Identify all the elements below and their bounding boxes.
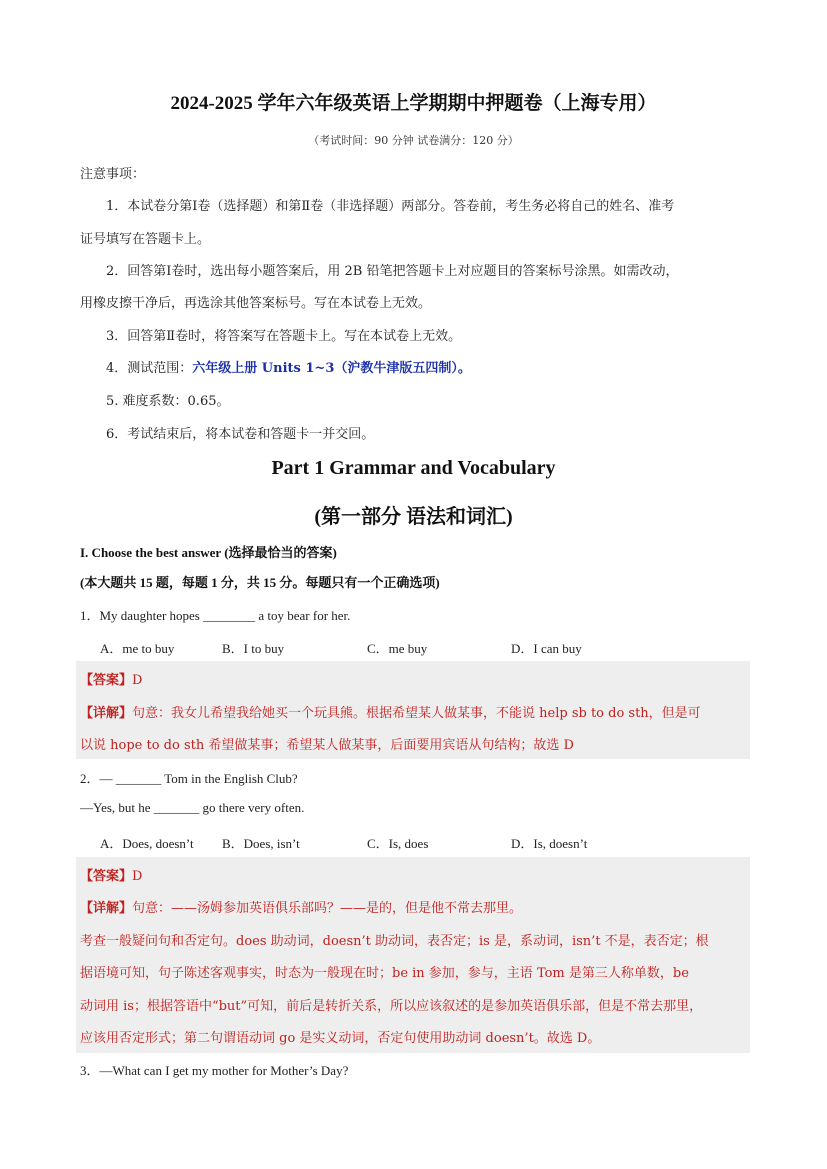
option-c: C．me buy <box>367 641 428 656</box>
note-item: 证号填写在答题卡上。 <box>80 232 211 247</box>
notes-heading: 注意事项： <box>80 167 146 182</box>
part-subtitle: (第一部分 语法和词汇) <box>314 506 513 528</box>
note-item: 1．本试卷分第Ⅰ卷（选择题）和第Ⅱ卷（非选择题）两部分。答卷前，考生务必将自己的姓名、准考 <box>106 199 675 214</box>
note-difficulty: 5. 难度系数：0.65。 <box>106 394 230 409</box>
detail-line <box>80 702 701 721</box>
question-stem: 1．My daughter hopes ________ a toy bear for her. <box>80 608 351 623</box>
detail-text: 以说 hope to do sth 希望做某事；希望某人做某事，后面要用宾语从句结构；故选 D <box>80 738 574 753</box>
answer-value: D <box>132 673 143 688</box>
option-a: A．me to buy <box>100 641 175 656</box>
note-range-prefix: 4．测试范围： <box>106 361 193 376</box>
option-b: B．Does, isn’t <box>222 836 300 851</box>
detail-label: 【详解】 <box>80 901 133 916</box>
detail-text: 句意：我女儿希望我给她买一个玩具熊。根据希望某人做某事，不能说 help sb to do sth，但是可 <box>132 706 701 721</box>
part-title: Part 1 Grammar and Vocabulary <box>271 457 556 479</box>
answer-label: 【答案】 <box>80 673 133 688</box>
option-d: D．I can buy <box>511 641 582 656</box>
question-stem: 2．— _______ Tom in the English Club? <box>80 771 298 786</box>
answer-box <box>76 857 750 1053</box>
note-range <box>106 357 471 376</box>
detail-line <box>80 897 522 916</box>
note-item: 3．回答第Ⅱ卷时，将答案写在答题卡上。写在本试卷上无效。 <box>106 329 462 344</box>
note-end: 6．考试结束后，将本试卷和答题卡一并交回。 <box>106 427 375 442</box>
exam-info: （考试时间：90 分钟 试卷满分：120 分） <box>308 134 519 147</box>
detail-text: 应该用否定形式；第二句谓语动词 go 是实义动词，否定句使用助动词 doesn’t。故选 D。 <box>80 1031 601 1046</box>
option-d: D．Is, doesn’t <box>511 836 588 851</box>
question-reply: —Yes, but he _______ go there very often. <box>80 800 305 815</box>
detail-text: 动词用 is；根据答语中“but”可知，前后是转折关系，所以应该叙述的是参加英语俱乐部，但是不常去那里， <box>80 999 703 1014</box>
detail-text: 句意：——汤姆参加英语俱乐部吗？——是的，但是他不常去那里。 <box>132 901 523 916</box>
section-instruction: (本大题共 15 题，每题 1 分，共 15 分。每题只有一个正确选项) <box>80 575 440 590</box>
note-item: 2．回答第Ⅰ卷时，选出每小题答案后，用 2B 铅笔把答题卡上对应题目的答案标号涂黑。如需改动， <box>106 264 679 279</box>
answer-line <box>80 669 142 688</box>
answer-value: D <box>132 869 143 884</box>
question-stem: 3．—What can I get my mother for Mother’s Day? <box>80 1063 349 1078</box>
answer-label: 【答案】 <box>80 869 133 884</box>
detail-text: 据语境可知，句子陈述客观事实，时态为一般现在时；be in 参加，参与，主语 Tom 是第三人称单数，be <box>80 966 689 981</box>
option-b: B．I to buy <box>222 641 285 656</box>
note-item: 用橡皮擦干净后，再选涂其他答案标号。写在本试卷上无效。 <box>80 296 432 311</box>
section-title: I. Choose the best answer (选择最恰当的答案) <box>80 545 337 560</box>
page-title: 2024-2025 学年六年级英语上学期期中押题卷（上海专用） <box>170 93 657 114</box>
option-c: C．Is, does <box>367 836 429 851</box>
detail-text: 考查一般疑问句和否定句。does 助动词，doesn’t 助动词，表否定；is 是，系动词，isn’t 不是，表否定；根 <box>80 934 709 949</box>
answer-line <box>80 865 142 884</box>
note-range-value: 六年级上册 Units 1~3（沪教牛津版五四制）。 <box>192 361 471 376</box>
detail-label: 【详解】 <box>80 706 133 721</box>
option-a: A．Does, doesn’t <box>100 836 194 851</box>
